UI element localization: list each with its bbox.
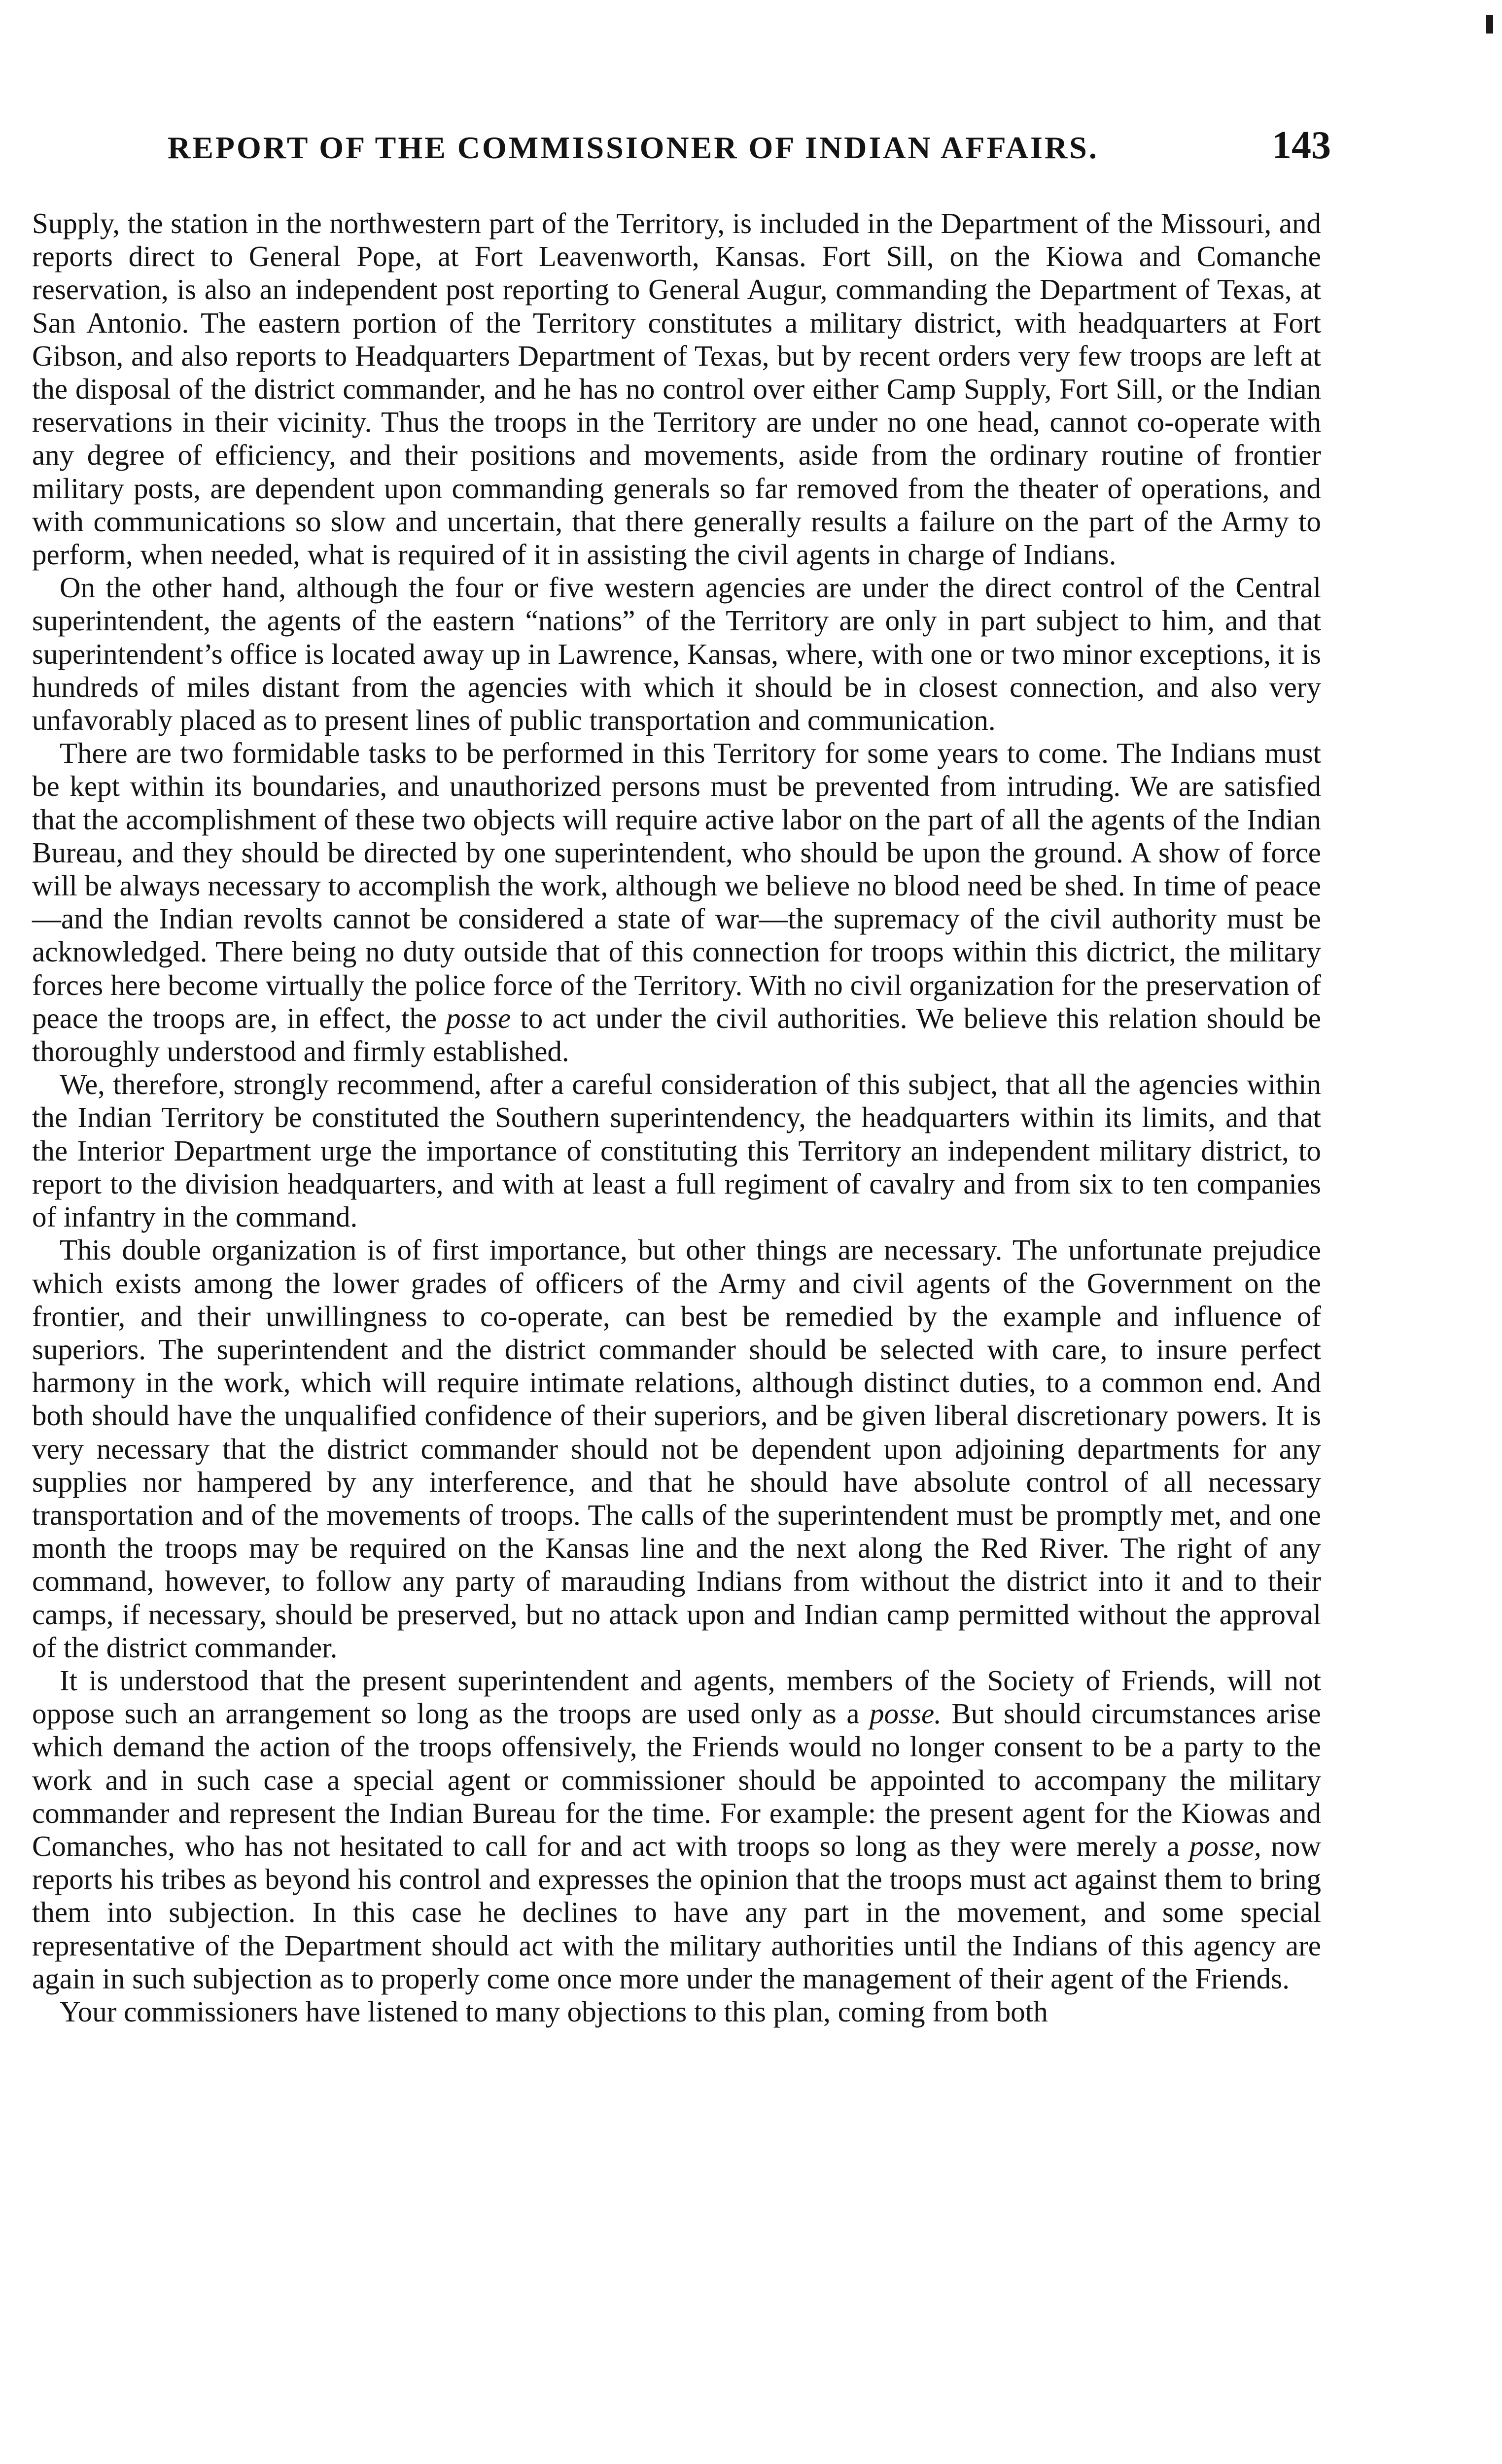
- page-number: 143: [1272, 124, 1331, 167]
- italic-posse: posse,: [1189, 1829, 1261, 1862]
- paragraph-1: Supply, the station in the northwestern part of the Territory, is included in the Department of the Missouri, and reports direct to General Pope, at Fort Leavenworth, Kansas. Fort Sill, on the Kiowa and Comanche reservation, is also an independent post reporting to General Augur, commanding the Department of Texas, at San Antonio. The eastern portion of the Territory constitutes a military district, with headquarters at Fort Gibson, and also reports to Headquarters Department of Texas, but by recent orders very few troops are left at the disposal of the district commander, and he has no control over either Camp Supply, Fort Sill, or the Indian reservations in their vicinity. Thus the troops in the Territory are under no one head, cannot co-operate with any degree of efficiency, and their positions and movements, aside from the ordinary routine of frontier military posts, are dependent upon commanding generals so far removed from the theater of operations, and with communications so slow and uncertain, that there generally results a failure on the part of the Army to perform, when needed, what is required of it in assisting the civil agents in charge of Indians.: [32, 207, 1321, 571]
- paragraph-5: This double organization is of first importance, but other things are necessary. The unfortunate prejudice which exists among the lower grades of officers of the Army and civil agents of the Government on the frontier, and their unwillingness to co-operate, can best be remedied by the example and influence of superiors. The superintendent and the district commander should be selected with care, to insure perfect harmony in the work, which will require intimate relations, although distinct duties, to a common end. And both should have the unqualified confidence of their superiors, and be given liberal discretionary powers. It is very necessary that the district commander should not be dependent upon adjoining departments for any supplies nor hampered by any interference, and that he should have absolute control of all necessary transportation and of the movements of troops. The calls of the superintendent must be promptly met, and one month the troops may be required on the Kansas line and the next along the Red River. The right of any command, however, to follow any party of marauding Indians from without the district into it and to their camps, if necessary, should be preserved, but no attack upon and Indian camp permitted without the approval of the district commander.: [32, 1233, 1321, 1664]
- italic-posse: posse: [446, 1001, 511, 1034]
- paragraph-2: On the other hand, although the four or five western agencies are under the direct control of the Central superintendent, the agents of the eastern “nations” of the Territory are only in part subject to him, and that superintendent’s office is located away up in Lawrence, Kansas, where, with one or two minor exceptions, it is hundreds of miles distant from the agencies with which it should be in closest connection, and also very unfavorably placed as to present lines of public transportation and communication.: [32, 571, 1321, 737]
- paragraph-7: Your commissioners have listened to many objections to this plan, coming from both: [60, 1995, 1048, 2028]
- paragraph-4: We, therefore, strongly recommend, after a careful consideration of this subject, that all the agencies within the Indian Territory be constituted the Southern superintendency, the headquarters within its limits, and that the Interior Department urge the importance of constituting this Territory an independent military district, to report to the division headquarters, and with at least a full regiment of cavalry and from six to ten companies of infantry in the command.: [32, 1068, 1321, 1233]
- paragraph-3: There are two formidable tasks to be performed in this Territory for some years to come. The Indians must be kept within its boundaries, and unauthorized persons must be prevented from intruding. We are satisfied that the accomplishment of these two objects will require active labor on the part of all the agents of the Indian Bureau, and they should be directed by one superintendent, who should be upon the ground. A show of force will be always necessary to accomplish the work, although we believe no blood need be shed. In time of peace—and the Indian revolts cannot be considered a state of war—the supremacy of the civil authority must be acknowledged. There being no duty outside that of this connection for troops within this dictrict, the military forces here become virtually the police force of the Territory. With no civil organization for the preservation of peace the troops are, in effect, the posse to act under the civil authorities. We believe this relation should be thoroughly understood and firmly established.: [32, 737, 1321, 1068]
- body-text: [32, 207, 1321, 2028]
- paragraph-6: It is understood that the present superintendent and agents, members of the Society of Friends, will not oppose such an arrangement so long as the troops are used only as a posse. But should circumstances arise which demand the action of the troops offensively, the Friends would no longer consent to be a party to the work and in such case a special agent or commissioner should be appointed to accompany the military commander and represent the Indian Bureau for the time. For example: the present agent for the Kiowas and Comanches, who has not hesitated to call for and act with troops so long as they were merely a posse, now reports his tribes as beyond his control and expresses the opinion that the troops must act against them to bring them into subjection. In this case he declines to have any part in the movement, and some special representative of the Department should act with the military authorities until the Indians of this agency are again in such subjection as to properly come once more under the management of their agent of the Friends.: [32, 1664, 1321, 1995]
- italic-posse: posse.: [870, 1697, 942, 1730]
- running-head: [168, 123, 1331, 168]
- running-head-title: REPORT OF THE COMMISSIONER OF INDIAN AFFAIRS.: [168, 130, 1099, 165]
- corner-mark: [1486, 15, 1493, 34]
